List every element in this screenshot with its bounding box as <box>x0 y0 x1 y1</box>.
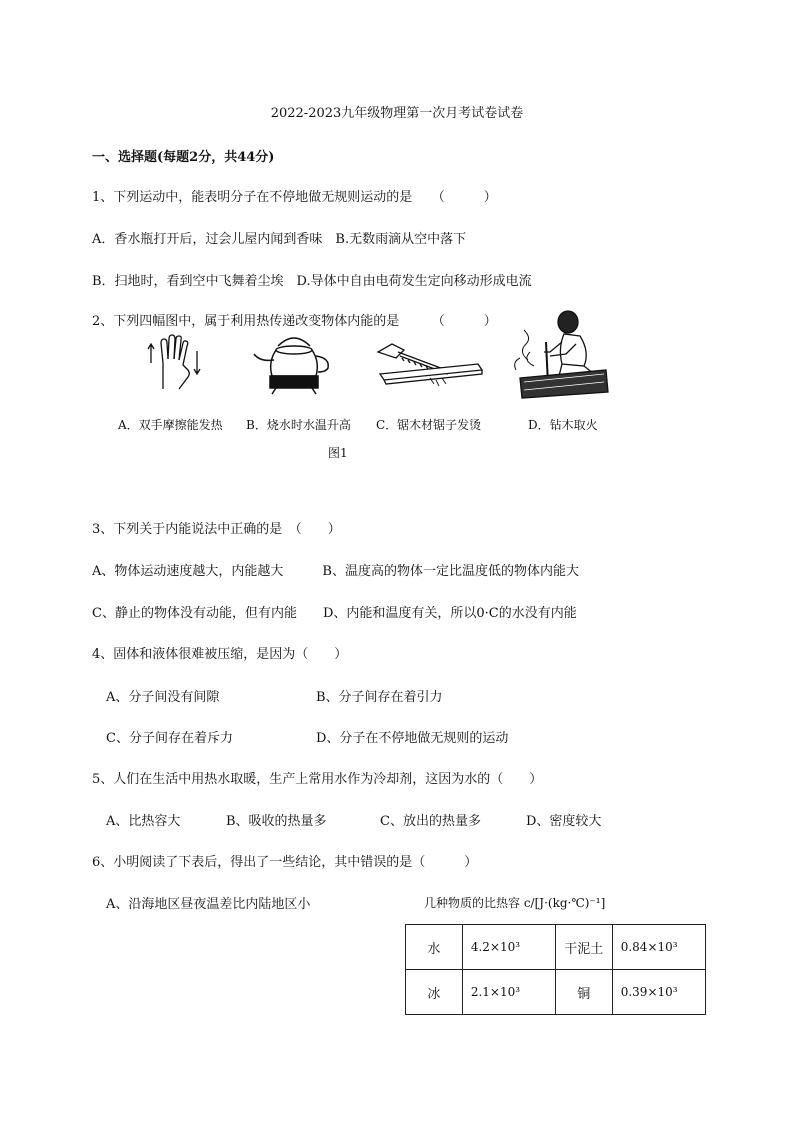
figure-label: 图1 <box>328 446 348 460</box>
question-6-stem: 6、小明阅读了下表后，得出了一些结论，其中错误的是（ ） <box>92 855 478 870</box>
table-row <box>406 925 706 970</box>
table-cell: 铜 <box>555 970 612 1015</box>
figure-caption-d: D．钻木取火 <box>528 418 598 432</box>
figure-caption-c: C．锯木材锯子发烫 <box>376 418 482 432</box>
table-cell: 水 <box>406 925 463 970</box>
question-1-options-line1: A．香水瓶打开后，过会儿屋内闻到香味 B.无数雨滴从空中落下 <box>92 232 467 247</box>
question-5-option-c: C、放出的热量多 <box>380 814 481 829</box>
question-4-stem: 4、固体和液体很难被压缩，是因为（ ） <box>92 647 348 662</box>
specific-heat-table <box>405 924 706 1015</box>
table-cell: 4.2×10³ <box>462 925 555 970</box>
question-5-stem: 5、人们在生活中用热水取暖，生产上常用水作为冷却剂，这因为水的（ ） <box>92 772 543 787</box>
table-cell: 干泥土 <box>555 925 612 970</box>
question-4-option-a: A、分子间没有间隙 <box>106 690 220 705</box>
question-4-option-b: B、分子间存在着引力 <box>316 690 443 705</box>
question-5-option-d: D、密度较大 <box>526 814 602 829</box>
section-heading: 一、选择题(每题2分，共44分) <box>92 150 275 165</box>
kettle-on-stove-icon <box>250 332 338 396</box>
fire-drill-man-icon <box>510 308 610 402</box>
figure-caption-a: A．双手摩擦能发热 <box>118 418 223 432</box>
saw-cutting-wood-icon <box>376 340 486 392</box>
question-3-stem: 3、下列关于内能说法中正确的是 （ ） <box>92 522 341 537</box>
question-5-option-a: A、比热容大 <box>106 814 181 829</box>
question-3-options-line2: C、静止的物体没有动能，但有内能 D、内能和温度有关，所以0·C的水没有内能 <box>92 606 577 621</box>
question-4-option-c: C、分子间存在着斥力 <box>106 731 233 746</box>
table-title: 几种物质的比热容 c/[J·(kg·℃)⁻¹] <box>424 896 606 910</box>
question-1-stem: 1、下列运动中，能表明分子在不停地做无规则运动的是 （ ） <box>92 190 497 205</box>
table-cell: 0.39×10³ <box>612 970 705 1015</box>
table-cell: 0.84×10³ <box>612 925 705 970</box>
question-5-option-b: B、吸收的热量多 <box>226 814 327 829</box>
question-1-options-line2: B．扫地时，看到空中飞舞着尘埃 D.导体中自由电荷发生定向移动形成电流 <box>92 274 532 289</box>
question-3-options-line1: A、物体运动速度越大，内能越大 B、温度高的物体一定比温度低的物体内能大 <box>92 564 579 579</box>
table-row <box>406 970 706 1015</box>
page-title: 2022-2023九年级物理第一次月考试卷试卷 <box>270 106 524 121</box>
rubbing-hands-icon <box>143 333 207 391</box>
figure-caption-b: B．烧水时水温升高 <box>246 418 351 432</box>
table-cell: 2.1×10³ <box>462 970 555 1015</box>
question-4-option-d: D、分子在不停地做无规则的运动 <box>316 731 509 746</box>
table-cell: 冰 <box>406 970 463 1015</box>
question-6-option-a: A、沿海地区昼夜温差比内陆地区小 <box>106 897 311 912</box>
question-2-stem: 2、下列四幅图中，属于利用热传递改变物体内能的是 （ ） <box>92 314 497 329</box>
